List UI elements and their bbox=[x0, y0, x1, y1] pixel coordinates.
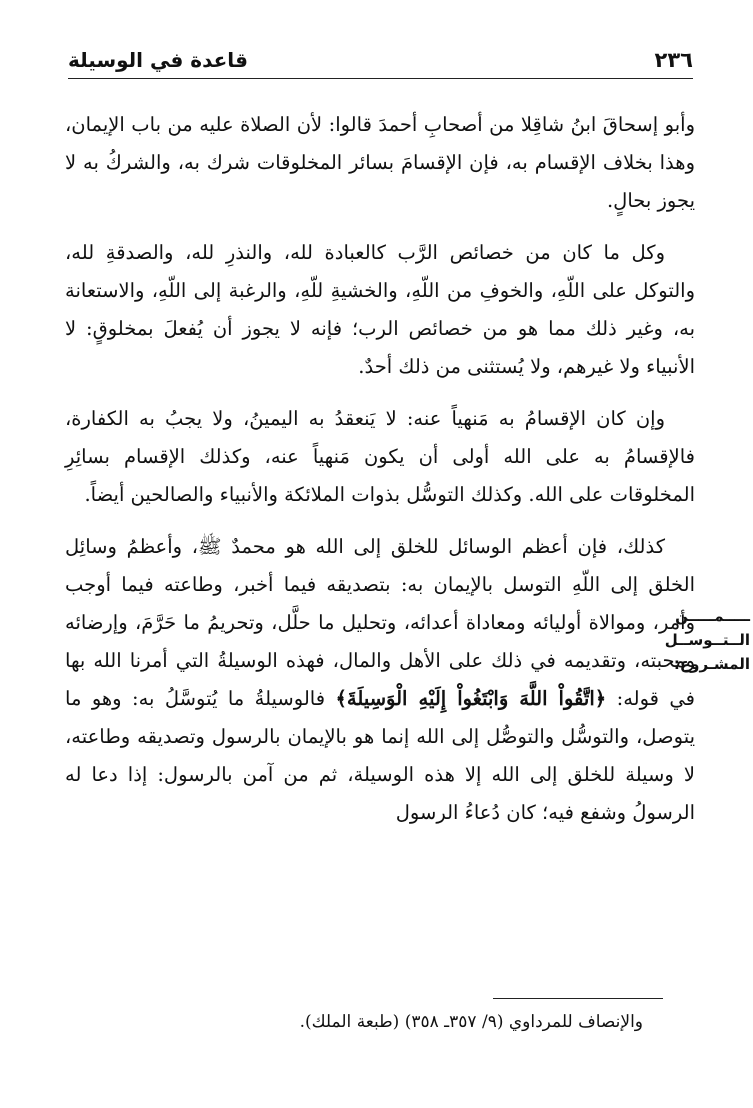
footnote-divider bbox=[493, 998, 663, 999]
paragraph: وكل ما كان من خصائص الرَّب كالعبادة لله، والنذرِ لله، والصدقةِ لله، والتوكل على اللّهِ، والخوفِ من اللّهِ، والخشيةِ للّهِ، والرغبة إلى اللّهِ، والاستعانة به، وغير ذلك مما هو من خصائص الرب؛ فإنه لا يجوز أن يُفعلَ بمخلوقٍ: لا الأنبياء ولا غيرهم، ولا يُستثنى من ذلك أحدٌ. bbox=[65, 241, 695, 378]
paragraph: وأبو إسحاقَ ابنُ شاقِلا من أصحابِ أحمدَ قالوا: لأن الصلاة عليه من باب الإيمان، وهذا بخلاف الإقسام به، فإن الإقسامَ بسائر المخلوقات شرك به، والشركُ به لا يجوز بحالٍ. bbox=[65, 113, 695, 212]
section-text-after-quran: فالوسيلةُ ما يُتوسَّلُ به: وهو ما يتوصل، والتوسُّل والتوصُّل إلى الله إنما هو بالإيمان بالرسول وتصديقه وطاعته، لا وسيلة للخلق إلى الله إلا هذه الوسيلة، ثم من آمن بالرسول: إذا دعا له الرسولُ وشفع فيه؛ كان دُعاءُ الرسول bbox=[65, 687, 695, 824]
margin-note-line1: الــتــوســل bbox=[664, 631, 750, 649]
main-text bbox=[65, 106, 695, 846]
margin-note-dash: ـــــمـــــن bbox=[675, 607, 750, 625]
quran-verse: ﴿اتَّقُواْ اللَّهَ وَابْتَغُواْ إِلَيْهِ الْوَسِيلَةَ﴾ bbox=[335, 687, 607, 710]
section-paragraph bbox=[65, 528, 695, 832]
margin-note-line2: المشـروع: bbox=[673, 655, 750, 673]
footnote: والإنصاف للمرداوي (٩/ ٣٥٧ـ ٣٥٨) (طبعة الملك). bbox=[299, 1012, 643, 1032]
paragraph: وإن كان الإقسامُ به مَنهياً عنه: لا يَنعقدُ به اليمينُ، ولا يجبُ به الكفارة، فالإقسامُ به على الله أولى أن يكون مَنهياً عنه، وكذلك الإقسام بسائِرِ المخلوقات على الله. وكذلك التوسُّل بذوات الملائكة والأنبياء والصالحين أيضاً. bbox=[65, 407, 695, 506]
running-title: قاعدة في الوسيلة bbox=[68, 48, 248, 72]
margin-note bbox=[664, 604, 750, 676]
section-text-before-quran: كذلك، فإن أعظم الوسائل للخلق إلى الله هو محمدٌ ﷺ، وأعظمُ وسائِل الخلق إلى اللّهِ التوسل بالإيمان به: بتصديقه فيما أخبر، وطاعته فيما أوجب وأمر، وموالاة أوليائه ومعاداة أعدائه، وتحليل ما حلَّل، وتحريمُ ما حَرَّمَ، وإرضائه ومحبته، وتقديمه في ذلك على الأهل والمال، فهذه الوسيلةُ التي أمرنا الله بها في قوله: bbox=[65, 535, 695, 710]
page-header bbox=[68, 46, 693, 79]
page-number: ٢٣٦ bbox=[654, 48, 693, 72]
